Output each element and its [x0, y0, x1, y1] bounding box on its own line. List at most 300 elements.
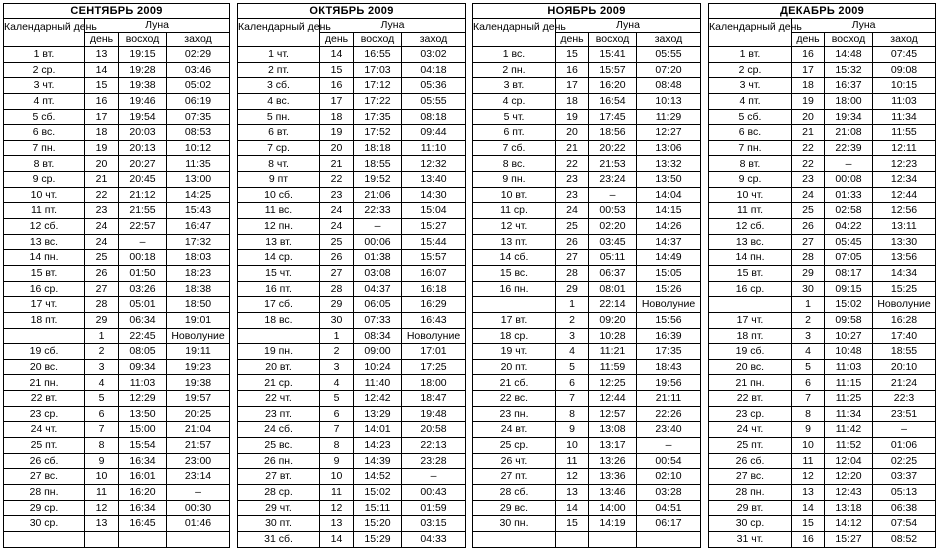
moonset-cell: 18:47: [402, 391, 466, 407]
moon-day-cell: 13: [792, 484, 825, 500]
calendar-day-cell: 28 ср.: [238, 484, 320, 500]
moonrise-cell: 12:20: [825, 469, 873, 485]
moonrise-cell: 09:00: [354, 344, 402, 360]
moonset-cell: –: [402, 469, 466, 485]
table-row: [4, 391, 230, 407]
table-row: [709, 297, 936, 313]
moonset-cell: 01:59: [402, 500, 466, 516]
month-table-november: [472, 3, 701, 548]
table-row: [473, 250, 701, 266]
moonrise-cell: 15:29: [354, 531, 402, 547]
moonrise-cell: 03:26: [119, 281, 167, 297]
moonrise-cell: 19:46: [119, 93, 167, 109]
moonset-cell: 16:28: [873, 312, 936, 328]
moonrise-cell: 14:01: [354, 422, 402, 438]
calendar-day-cell: 28 пн.: [4, 484, 85, 500]
table-row: [709, 531, 936, 547]
month-rows: [709, 47, 936, 548]
moonset-cell: 19:23: [167, 359, 230, 375]
moon-day-cell: 13: [85, 516, 119, 532]
moon-day-cell: 2: [556, 312, 589, 328]
table-row: [473, 187, 701, 203]
calendar-day-cell: 24 чт.: [709, 422, 792, 438]
moonrise-cell: 13:46: [589, 484, 637, 500]
moonset-cell: 06:17: [637, 516, 701, 532]
moon-day-cell: 11: [320, 484, 354, 500]
table-row: [709, 62, 936, 78]
moon-day-cell: 13: [556, 484, 589, 500]
calendar-day-cell: 25 пт.: [4, 438, 85, 454]
moonset-cell: 14:04: [637, 187, 701, 203]
table-row: [4, 156, 230, 172]
calendar-day-cell: 8 чт.: [238, 156, 320, 172]
calendar-day-cell: 26 сб.: [4, 453, 85, 469]
moonrise-cell: 01:50: [119, 265, 167, 281]
moon-day-cell: 1: [792, 297, 825, 313]
table-row: [709, 391, 936, 407]
moon-day-cell: 26: [556, 234, 589, 250]
moonrise-cell: 17:35: [354, 109, 402, 125]
calendar-day-cell: 11 пт.: [709, 203, 792, 219]
moon-day-cell: 22: [792, 156, 825, 172]
calendar-day-cell: 15 вт.: [709, 265, 792, 281]
table-row: [473, 516, 701, 532]
calendar-day-cell: 22 вт.: [4, 391, 85, 407]
moonrise-cell: 11:42: [825, 422, 873, 438]
moonset-cell: 13:50: [637, 172, 701, 188]
calendar-day-cell: 16 ср.: [709, 281, 792, 297]
table-row: [473, 422, 701, 438]
table-row: [473, 297, 701, 313]
moon-day-cell: 23: [556, 187, 589, 203]
month-table-december: [708, 3, 936, 548]
moonrise-cell: 11:40: [354, 375, 402, 391]
calendar-day-cell: 25 вс.: [238, 438, 320, 454]
table-row: [709, 109, 936, 125]
calendar-day-cell: 2 пн.: [473, 62, 556, 78]
moonrise-cell: 16:37: [825, 78, 873, 94]
moonrise-cell: 08:34: [354, 328, 402, 344]
table-row: [4, 265, 230, 281]
moonrise-cell: 23:24: [589, 172, 637, 188]
moonrise-cell: 18:56: [589, 125, 637, 141]
moonrise-cell: 10:28: [589, 328, 637, 344]
moon-day-cell: 16: [320, 78, 354, 94]
moonrise-cell: 15:11: [354, 500, 402, 516]
moon-day-cell: 11: [85, 484, 119, 500]
moonrise-cell: 13:29: [354, 406, 402, 422]
moon-day-cell: 4: [85, 375, 119, 391]
table-row: [709, 203, 936, 219]
moonset-cell: 11:03: [873, 93, 936, 109]
moon-day-cell: 17: [792, 62, 825, 78]
moonrise-cell: 15:27: [825, 531, 873, 547]
moonset-cell: 08:53: [167, 125, 230, 141]
calendar-day-cell: 18 пт.: [4, 312, 85, 328]
table-row: [709, 156, 936, 172]
moon-day-cell: 23: [792, 172, 825, 188]
calendar-day-cell: 25 пт.: [709, 438, 792, 454]
moon-day-cell: 3: [792, 328, 825, 344]
moon-header: Луна: [320, 19, 466, 33]
moonset-cell: 17:25: [402, 359, 466, 375]
moonset-cell: 19:38: [167, 375, 230, 391]
moonset-cell: 03:46: [167, 62, 230, 78]
moonrise-cell: 13:50: [119, 406, 167, 422]
moon-header: Луна: [85, 19, 230, 33]
table-row: [709, 125, 936, 141]
table-row: [238, 391, 466, 407]
moonset-cell: 18:23: [167, 265, 230, 281]
table-row: [473, 219, 701, 235]
moonrise-cell: 12:04: [825, 453, 873, 469]
moon-day-cell: 25: [320, 234, 354, 250]
calendar-day-cell: 18 вс.: [238, 312, 320, 328]
month-table-october: [237, 3, 466, 548]
calendar-day-cell: 26 пн.: [238, 453, 320, 469]
table-row: [709, 140, 936, 156]
calendar-day-cell: 7 пн.: [4, 140, 85, 156]
moonset-cell: 18:55: [873, 344, 936, 360]
calendar-day-cell: 26 сб.: [709, 453, 792, 469]
moonrise-cell: 16:34: [119, 500, 167, 516]
table-row: [4, 312, 230, 328]
moonset-cell: 18:43: [637, 359, 701, 375]
moonrise-cell: 15:54: [119, 438, 167, 454]
moonset-cell: 14:15: [637, 203, 701, 219]
moonrise-cell: 11:52: [825, 438, 873, 454]
moon-day-cell: [556, 531, 589, 547]
moonset-cell: 12:11: [873, 140, 936, 156]
moon-day-cell: 10: [792, 438, 825, 454]
calendar-day-cell: 22 вт.: [709, 391, 792, 407]
table-row: [238, 203, 466, 219]
moonrise-cell: 01:33: [825, 187, 873, 203]
moonrise-cell: 21:08: [825, 125, 873, 141]
calendar-day-cell: 21 сб.: [473, 375, 556, 391]
moonrise-cell: 09:58: [825, 312, 873, 328]
moonrise-cell: 06:34: [119, 312, 167, 328]
moonset-cell: [637, 531, 701, 547]
moon-day-cell: 18: [792, 78, 825, 94]
table-row: [473, 281, 701, 297]
moon-day-cell: 23: [556, 172, 589, 188]
table-row: [4, 516, 230, 532]
calendar-day-cell: 15 чт.: [238, 265, 320, 281]
table-row: [4, 531, 230, 547]
moon-header: Луна: [792, 19, 936, 33]
table-row: [709, 375, 936, 391]
moon-day-cell: 15: [85, 78, 119, 94]
moon-day-cell: 12: [556, 469, 589, 485]
calendar-day-cell: 30 пт.: [238, 516, 320, 532]
month-title: ДЕКАБРЬ 2009: [709, 4, 936, 19]
calendar-day-cell: 10 чт.: [709, 187, 792, 203]
calendar-day-cell: 29 ср.: [4, 500, 85, 516]
table-row: [709, 500, 936, 516]
moonset-cell: 20:25: [167, 406, 230, 422]
moonset-cell: Новолуние: [402, 328, 466, 344]
moon-day-cell: 3: [556, 328, 589, 344]
moon-day-cell: 2: [320, 344, 354, 360]
table-row: [238, 516, 466, 532]
moonrise-cell: 11:21: [589, 344, 637, 360]
calendar-day-cell: 29 вс.: [473, 500, 556, 516]
table-row: [709, 265, 936, 281]
moonrise-cell: 20:45: [119, 172, 167, 188]
moonrise-cell: 10:27: [825, 328, 873, 344]
moonset-cell: 11:35: [167, 156, 230, 172]
table-row: [709, 47, 936, 63]
moon-day-cell: 20: [556, 125, 589, 141]
moonrise-cell: 05:11: [589, 250, 637, 266]
moonset-cell: 17:32: [167, 234, 230, 250]
table-row: [238, 234, 466, 250]
moon-day-cell: 18: [320, 109, 354, 125]
calendar-day-cell: 19 сб.: [709, 344, 792, 360]
moon-day-cell: 8: [556, 406, 589, 422]
moonrise-cell: 17:03: [354, 62, 402, 78]
calendar-day-cell: 13 вс.: [709, 234, 792, 250]
calendar-day-cell: 27 пт.: [473, 469, 556, 485]
calendar-day-cell: 21 пн.: [4, 375, 85, 391]
calendar-day-cell: 6 вс.: [709, 125, 792, 141]
calendar-day-cell: 19 пн.: [238, 344, 320, 360]
table-row: [4, 140, 230, 156]
moonrise-cell: –: [119, 234, 167, 250]
moonset-cell: 02:10: [637, 469, 701, 485]
calendar-day-cell: 16 ср.: [4, 281, 85, 297]
table-row: [473, 359, 701, 375]
moonrise-cell: 15:20: [354, 516, 402, 532]
table-row: [4, 234, 230, 250]
calendar-day-cell: 9 пт: [238, 172, 320, 188]
table-row: [473, 93, 701, 109]
moonrise-cell: 12:43: [825, 484, 873, 500]
moon-day-cell: 9: [320, 453, 354, 469]
moonrise-cell: 14:23: [354, 438, 402, 454]
calendar-day-cell: 3 сб.: [238, 78, 320, 94]
moon-day-cell: 20: [85, 156, 119, 172]
moonrise-cell: 08:01: [589, 281, 637, 297]
calendar-day-cell: 11 ср.: [473, 203, 556, 219]
moonset-cell: 06:19: [167, 93, 230, 109]
moon-day-cell: 26: [792, 219, 825, 235]
table-row: [4, 250, 230, 266]
table-row: [709, 219, 936, 235]
calendar-day-cell: 17 сб.: [238, 297, 320, 313]
calendar-day-cell: 3 чт.: [4, 78, 85, 94]
moon-day-cell: 5: [792, 359, 825, 375]
moonrise-cell: 16:34: [119, 453, 167, 469]
calendar-day-cell: 17 вт.: [473, 312, 556, 328]
moonset-cell: 00:43: [402, 484, 466, 500]
calendar-day-cell: 1 чт.: [238, 47, 320, 63]
moon-day-cell: 7: [85, 422, 119, 438]
moonrise-cell: 10:24: [354, 359, 402, 375]
moonset-cell: 02:25: [873, 453, 936, 469]
month-title: ОКТЯБРЬ 2009: [238, 4, 466, 19]
moon-day-cell: 1: [556, 297, 589, 313]
moonrise-cell: 14:19: [589, 516, 637, 532]
moonrise-cell: [119, 531, 167, 547]
moonset-cell: 19:57: [167, 391, 230, 407]
calendar-day-cell: 2 ср.: [709, 62, 792, 78]
moonrise-cell: 19:54: [119, 109, 167, 125]
table-row: [238, 156, 466, 172]
calendar-day-cell: 14 сб.: [473, 250, 556, 266]
moon-day-cell: 10: [320, 469, 354, 485]
table-row: [4, 47, 230, 63]
moon-day-cell: 14: [320, 47, 354, 63]
moonrise-cell: 02:58: [825, 203, 873, 219]
table-row: [4, 62, 230, 78]
calendar-day-cell: 20 вс.: [4, 359, 85, 375]
moonset-cell: 17:40: [873, 328, 936, 344]
table-row: [238, 469, 466, 485]
table-row: [4, 297, 230, 313]
moonset-cell: 11:34: [873, 109, 936, 125]
moonrise-cell: –: [354, 219, 402, 235]
calendar-day-cell: 22 чт.: [238, 391, 320, 407]
calendar-day-cell: 14 пн.: [709, 250, 792, 266]
table-row: [238, 438, 466, 454]
moonrise-cell: 11:59: [589, 359, 637, 375]
table-row: [473, 109, 701, 125]
table-row: [4, 281, 230, 297]
table-row: [238, 47, 466, 63]
table-row: [238, 531, 466, 547]
table-row: [238, 187, 466, 203]
moonrise-cell: 12:57: [589, 406, 637, 422]
calendar-day-cell: 9 ср.: [709, 172, 792, 188]
moonset-cell: 22:3: [873, 391, 936, 407]
table-row: [4, 406, 230, 422]
table-row: [238, 140, 466, 156]
moonset-cell: 14:34: [873, 265, 936, 281]
table-row: [238, 500, 466, 516]
moon-day-cell: 25: [85, 250, 119, 266]
table-row: [238, 219, 466, 235]
moonset-cell: 13:11: [873, 219, 936, 235]
table-row: [4, 109, 230, 125]
moonset-cell: 13:32: [637, 156, 701, 172]
moonset-cell: 12:34: [873, 172, 936, 188]
table-row: [238, 62, 466, 78]
moonset-cell: 16:07: [402, 265, 466, 281]
moon-day-cell: 29: [320, 297, 354, 313]
calendar-day-cell: 30 ср.: [709, 516, 792, 532]
table-row: [473, 234, 701, 250]
moon-day-cell: 5: [320, 391, 354, 407]
table-row: [4, 500, 230, 516]
moonset-cell: 07:45: [873, 47, 936, 63]
moonrise-cell: 20:27: [119, 156, 167, 172]
moonset-cell: 20:10: [873, 359, 936, 375]
moon-day-header: день: [320, 33, 354, 47]
table-row: [238, 125, 466, 141]
moonrise-cell: 16:45: [119, 516, 167, 532]
table-row: [238, 375, 466, 391]
table-row: [473, 469, 701, 485]
table-row: [4, 344, 230, 360]
moon-day-cell: 3: [320, 359, 354, 375]
calendar-day-cell: 3 вт.: [473, 78, 556, 94]
moonrise-cell: 18:18: [354, 140, 402, 156]
month-rows: [238, 47, 466, 548]
moon-day-cell: 13: [320, 516, 354, 532]
table-row: [473, 391, 701, 407]
calendar-day-cell: 15 вт.: [4, 265, 85, 281]
calendar-day-cell: 10 вт.: [473, 187, 556, 203]
moon-day-cell: 30: [320, 312, 354, 328]
moonset-cell: 15:25: [873, 281, 936, 297]
moon-day-cell: 22: [792, 140, 825, 156]
moonrise-cell: 05:45: [825, 234, 873, 250]
month-rows: [473, 47, 701, 548]
calendar-day-cell: 1 вс.: [473, 47, 556, 63]
moonset-cell: 19:11: [167, 344, 230, 360]
moonset-cell: 05:36: [402, 78, 466, 94]
moon-day-cell: 15: [320, 62, 354, 78]
table-row: [238, 453, 466, 469]
moonrise-cell: 13:08: [589, 422, 637, 438]
moonrise-cell: 19:38: [119, 78, 167, 94]
table-row: [473, 312, 701, 328]
moonrise-cell: 14:52: [354, 469, 402, 485]
moonrise-cell: –: [825, 156, 873, 172]
table-row: [709, 234, 936, 250]
moonrise-cell: 00:18: [119, 250, 167, 266]
moonrise-cell: –: [589, 187, 637, 203]
moon-day-cell: 29: [85, 312, 119, 328]
moon-day-cell: 14: [320, 531, 354, 547]
moon-day-cell: 19: [85, 140, 119, 156]
moonrise-cell: 00:08: [825, 172, 873, 188]
moonrise-cell: 03:45: [589, 234, 637, 250]
moon-day-cell: 20: [792, 109, 825, 125]
moon-day-cell: 26: [320, 250, 354, 266]
moon-day-cell: 16: [556, 62, 589, 78]
table-row: [709, 516, 936, 532]
moon-day-cell: 6: [85, 406, 119, 422]
table-row: [473, 484, 701, 500]
moonrise-cell: 14:00: [589, 500, 637, 516]
moonrise-cell: 15:57: [589, 62, 637, 78]
moon-day-cell: 14: [792, 500, 825, 516]
calendar-day-cell: 8 вт.: [709, 156, 792, 172]
moonset-cell: 10:13: [637, 93, 701, 109]
table-row: [4, 359, 230, 375]
moon-day-cell: 19: [556, 109, 589, 125]
calendar-day-cell: 27 вс.: [709, 469, 792, 485]
moonrise-cell: 20:13: [119, 140, 167, 156]
moon-day-cell: 27: [320, 265, 354, 281]
moon-day-cell: 1: [320, 328, 354, 344]
moonrise-cell: 13:18: [825, 500, 873, 516]
moonrise-cell: 18:55: [354, 156, 402, 172]
moonset-cell: 22:26: [637, 406, 701, 422]
moon-day-cell: 28: [320, 281, 354, 297]
moonset-header: заход: [873, 33, 936, 47]
moon-day-cell: 4: [792, 344, 825, 360]
moon-day-cell: 14: [556, 500, 589, 516]
moonset-header: заход: [637, 33, 701, 47]
moon-day-cell: 15: [556, 47, 589, 63]
table-row: [473, 78, 701, 94]
moonset-cell: 11:10: [402, 140, 466, 156]
calendar-day-cell: 5 сб.: [4, 109, 85, 125]
